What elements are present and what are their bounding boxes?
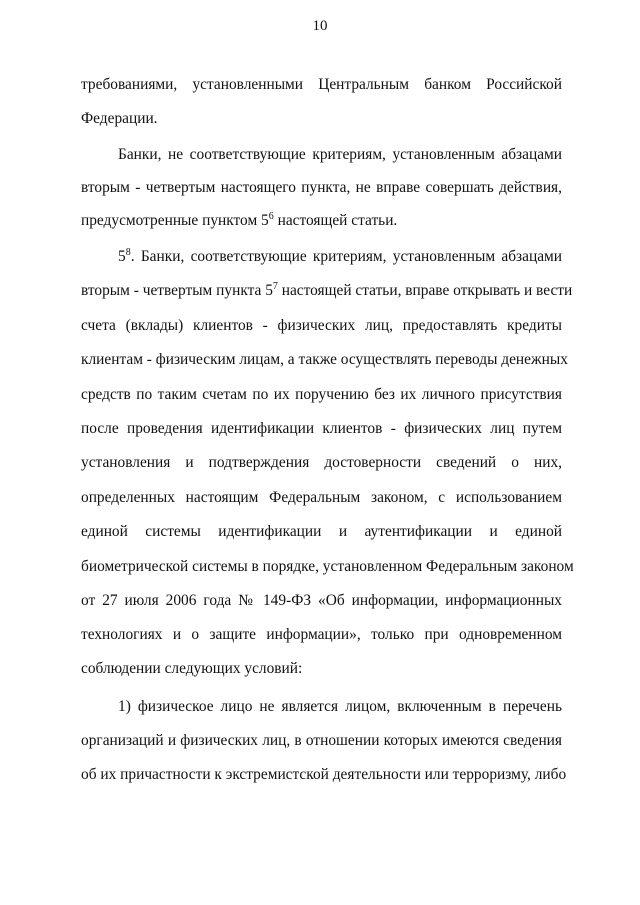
text-line: единой системы идентификации и аутентификации и единой [81, 523, 562, 540]
text-segment: настоящей статьи, вправе открывать и вести [277, 282, 573, 299]
text-line: биометрической системы в порядке, установленном Федеральным законом [81, 558, 574, 575]
text-line: клиентам - физическим лицам, а также осуществлять переводы денежных [81, 351, 568, 368]
text-line: Банки, не соответствующие критериям, установленным абзацами [118, 146, 562, 163]
text-line: об их причастности к экстремистской деятельности или терроризму, либо [81, 766, 567, 783]
text-line: Федерации. [81, 110, 158, 127]
text-line: после проведения идентификации клиентов - физических лиц путем [81, 420, 562, 437]
text-segment: предусмотренные пунктом [81, 212, 262, 229]
text-line [118, 247, 562, 267]
section-number: 5 [118, 248, 126, 265]
text-line: технологиях и о защите информации», только при одновременном [81, 626, 562, 643]
page-number: 10 [312, 18, 328, 34]
text-line: требованиями, установленными Центральным банком Российской [81, 76, 562, 93]
text-segment: настоящей статьи. [273, 212, 398, 229]
text-line: организаций и физических лиц, в отношении которых имеются сведения [81, 732, 562, 749]
text-line: счета (вклады) клиентов - физических лиц, предоставлять кредиты [81, 317, 562, 334]
text-line [81, 281, 573, 301]
text-line: установления и подтверждения достоверности сведений о них, [81, 454, 562, 471]
text-line [81, 211, 562, 231]
text-segment: . Банки, соответствующие критериям, установленным абзацами [130, 248, 562, 265]
reference-number: 5 [261, 212, 269, 229]
text-line: средств по таким счетам по их поручению без их личного присутствия [81, 386, 562, 403]
superscript-index: 8 [125, 247, 131, 258]
text-line: вторым - четвертым настоящего пункта, не вправе совершать действия, [81, 179, 562, 196]
text-line: соблюдении следующих условий: [81, 660, 303, 677]
text-line: 1) физическое лицо не является лицом, включенным в перечень [118, 698, 562, 715]
superscript-index: 7 [272, 281, 278, 292]
superscript-index: 6 [268, 211, 274, 222]
text-line: от 27 июля 2006 года № 149-ФЗ «Об информации, информационных [81, 592, 562, 609]
text-segment: вторым - четвертым пункта [81, 282, 266, 299]
text-line: определенных настоящим Федеральным законом, с использованием [81, 489, 562, 506]
reference-number: 5 [265, 282, 273, 299]
